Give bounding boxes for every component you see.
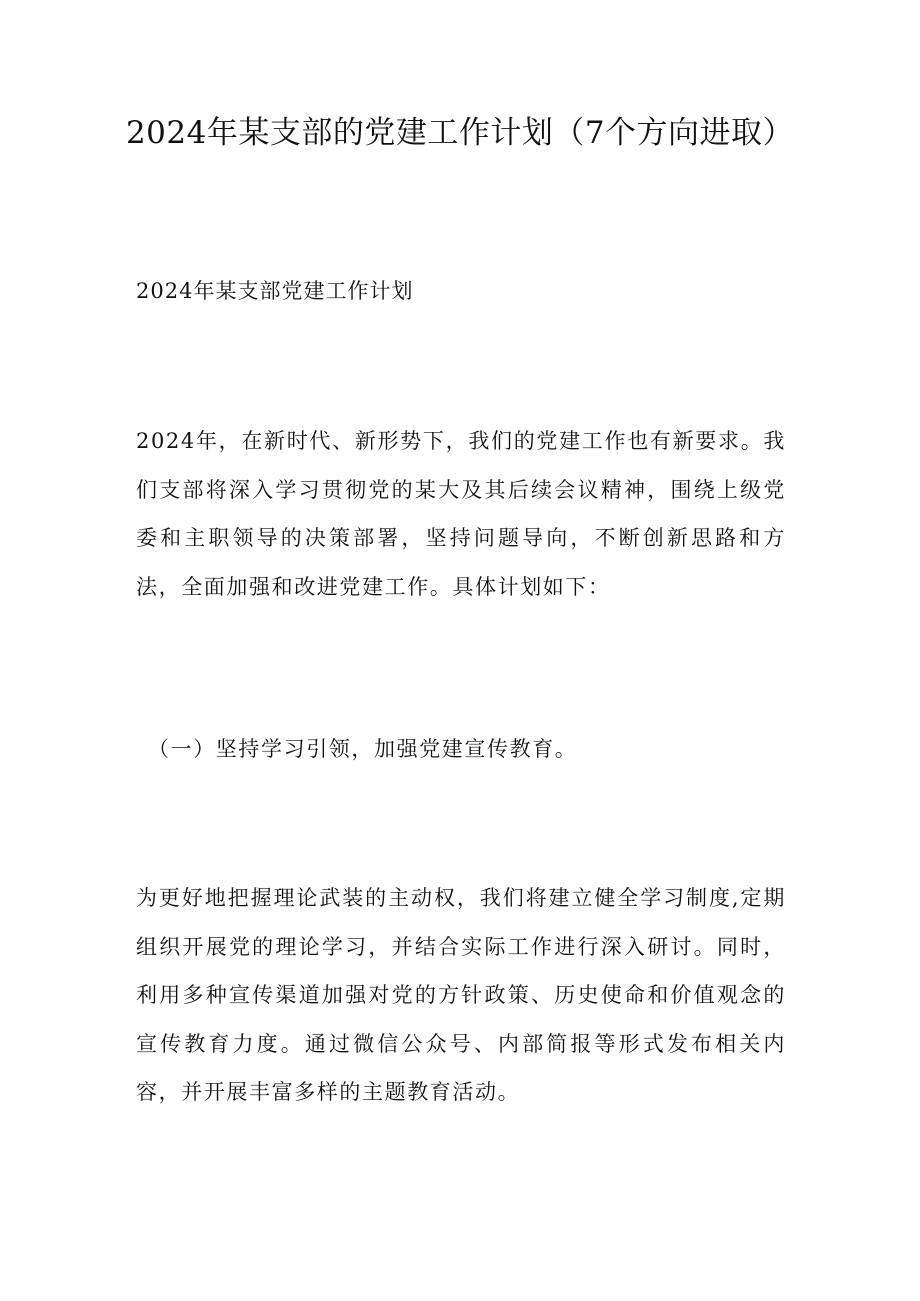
document-subtitle: 2024年某支部党建工作计划	[136, 279, 414, 303]
section-body-1: 为更好地把握理论武装的主动权，我们将建立健全学习制度,定期组织开展党的理论学习，并结合实际工作进行深入研讨。同时，利用多种宣传渠道加强对党的方针政策、历史使命和价值观念的宣传教育力度。通过微信公众号、内部简报等形式发布相关内容，并开展丰富多样的主题教育活动。	[136, 886, 786, 1104]
intro-paragraph: 2024年，在新时代、新形势下，我们的党建工作也有新要求。我们支部将深入学习贯彻党的某大及其后续会议精神，围绕上级党委和主职领导的决策部署，坚持问题导向，不断创新思路和方法，全面加强和改进党建工作。具体计划如下：	[136, 429, 786, 599]
document-title: 2024年某支部的党建工作计划（7个方向进取）	[125, 115, 795, 151]
section-heading-1: （一）坚持学习引领，加强党建宣传教育。	[148, 737, 578, 761]
